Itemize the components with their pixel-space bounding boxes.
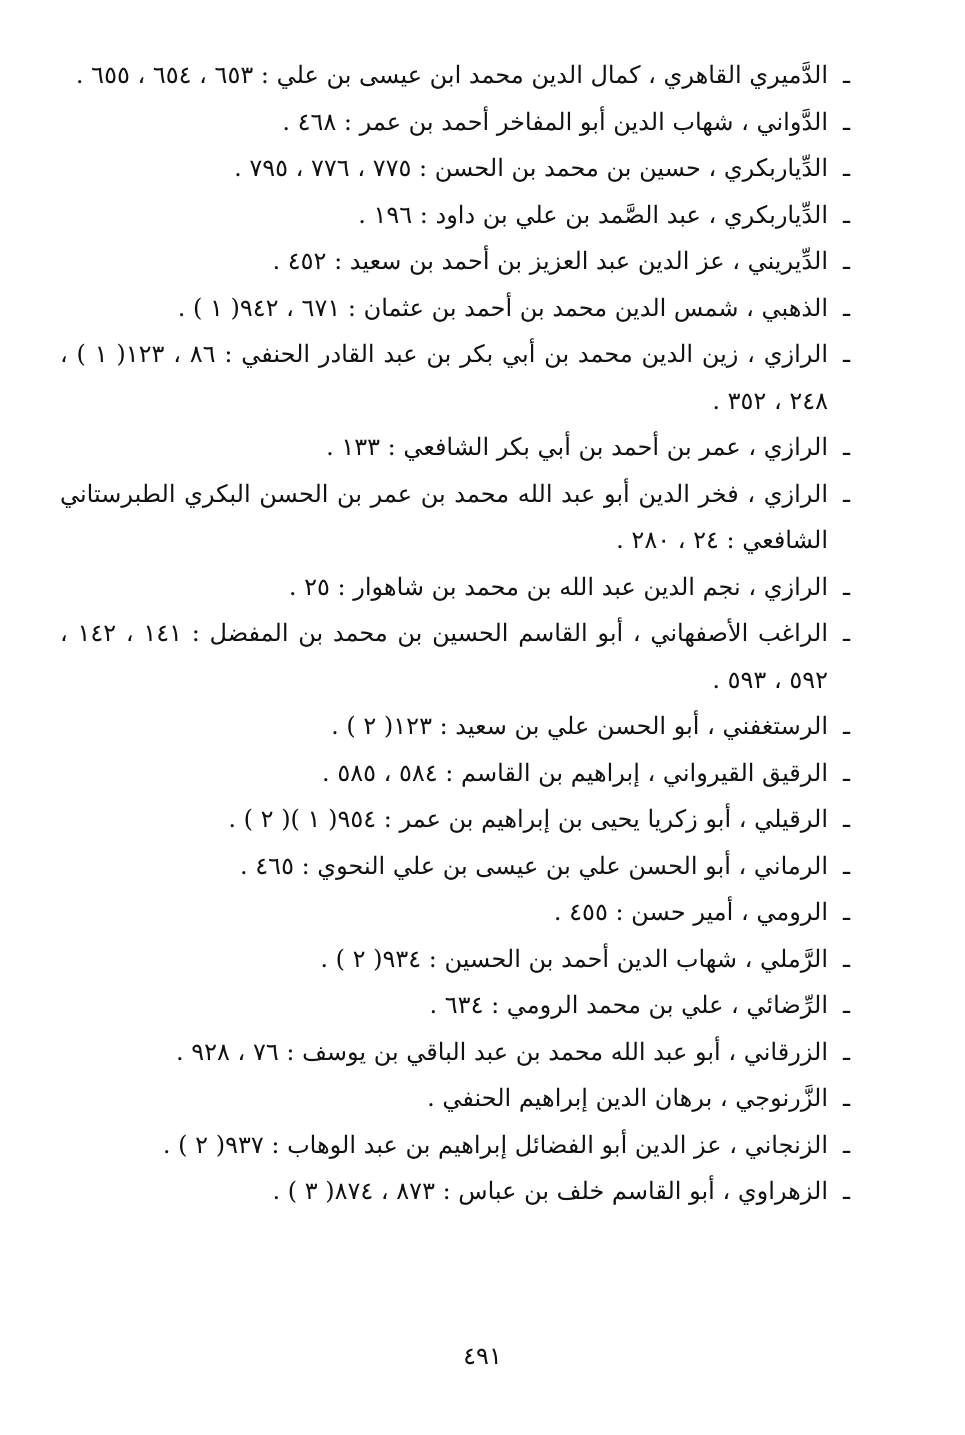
entry-text: الرستغفني ، أبو الحسن علي بن سعيد : ١٢٣( ٢ ) . (331, 712, 828, 740)
index-entry (60, 1029, 850, 1076)
entry-text: الرازي ، زين الدين محمد بن أبي بكر بن عبد القادر الحنفي : ٨٦ ، ١٢٣( ١ ) ، ٢٤٨ ، ٣٥٢ . (60, 340, 828, 415)
entry-text: الرومي ، أمير حسن : ٤٥٥ . (553, 898, 828, 926)
entry-dash: ـ (842, 61, 850, 89)
index-entries (60, 52, 850, 1215)
index-entry (60, 52, 850, 99)
entry-text: الدَّميري القاهري ، كمال الدين محمد ابن عيسى بن علي : ٦٥٣ ، ٦٥٤ ، ٦٥٥ . (75, 61, 828, 89)
index-entry (60, 145, 850, 192)
entry-text: الرِّضائي ، علي بن محمد الرومي : ٦٣٤ . (429, 991, 828, 1019)
entry-dash: ـ (842, 944, 850, 973)
entry-text: الدَّواني ، شهاب الدين أبو المفاخر أحمد بن عمر : ٤٦٨ . (282, 107, 828, 136)
index-entry (60, 889, 850, 936)
index-entry (60, 1122, 850, 1169)
entry-dash: ـ (842, 1037, 850, 1066)
entry-text: الرماني ، أبو الحسن علي بن عيسى بن علي النحوي : ٤٦٥ . (240, 851, 828, 880)
entry-text: الدِّياربكري ، حسين بن محمد بن الحسن : ٧٧٥ ، ٧٧٦ ، ٧٩٥ . (234, 154, 828, 182)
index-entry (60, 331, 850, 424)
entry-dash: ـ (842, 572, 850, 601)
entry-text: الزَّرنوجي ، برهان الدين إبراهيم الحنفي . (427, 1084, 828, 1112)
entry-text: الرقيق القيرواني ، إبراهيم بن القاسم : ٥٨٤ ، ٥٨٥ . (322, 758, 828, 787)
entry-text: الرازي ، عمر بن أحمد بن أبي بكر الشافعي : ١٣٣ . (326, 433, 828, 461)
entry-text: الرقيلي ، أبو زكريا يحيى بن إبراهيم بن عمر : ٩٥٤( ١ )( ٢ ) . (228, 805, 828, 833)
entry-dash: ـ (842, 805, 850, 833)
entry-text: الدِّياربكري ، عبد الصَّمد بن علي بن داود : ١٩٦ . (358, 200, 828, 229)
entry-dash: ـ (842, 107, 850, 136)
index-entry (60, 750, 850, 797)
entry-dash: ـ (842, 293, 850, 322)
index-entry (60, 796, 850, 843)
index-entry (60, 1168, 850, 1215)
entry-text: الذهبي ، شمس الدين محمد بن أحمد بن عثمان : ٦٧١ ، ٩٤٢( ١ ) . (177, 293, 828, 322)
index-entry (60, 1075, 850, 1122)
entry-dash: ـ (842, 1130, 850, 1159)
page-number: ٤٩١ (463, 1342, 502, 1370)
entry-dash: ـ (842, 898, 850, 926)
entry-text: الدِّيريني ، عز الدين عبد العزيز بن أحمد بن سعيد : ٤٥٢ . (272, 247, 828, 275)
index-entry (60, 424, 850, 471)
entry-dash: ـ (842, 991, 850, 1019)
entry-text: الرَّملي ، شهاب الدين أحمد بن الحسين : ٩٣٤( ٢ ) . (320, 944, 828, 973)
entry-text: الرازي ، فخر الدين أبو عبد الله محمد بن عمر بن الحسن البكري الطبرستاني الشافعي : ٢٤ ، ٢٨٠ . (60, 479, 828, 554)
index-entry (60, 192, 850, 239)
index-entry (60, 703, 850, 750)
entry-dash: ـ (842, 154, 850, 182)
index-entry (60, 610, 850, 703)
entry-text: الزرقاني ، أبو عبد الله محمد بن عبد الباقي بن يوسف : ٧٦ ، ٩٢٨ . (175, 1037, 828, 1066)
entry-dash: ـ (842, 247, 850, 275)
entry-dash: ـ (842, 433, 850, 461)
index-entry (60, 99, 850, 146)
index-entry (60, 982, 850, 1029)
entry-dash: ـ (842, 851, 850, 880)
index-entry (60, 285, 850, 332)
index-entry (60, 471, 850, 564)
entry-dash: ـ (842, 1084, 850, 1112)
index-entry (60, 843, 850, 890)
index-entry (60, 564, 850, 611)
entry-dash: ـ (842, 1177, 850, 1205)
entry-text: الرازي ، نجم الدين عبد الله بن محمد بن شاهوار : ٢٥ . (288, 572, 828, 601)
index-entry (60, 238, 850, 285)
entry-dash: ـ (842, 200, 850, 229)
entry-dash: ـ (842, 758, 850, 787)
entry-text: الزنجاني ، عز الدين أبو الفضائل إبراهيم بن عبد الوهاب : ٩٣٧( ٢ ) . (162, 1130, 828, 1159)
entry-dash: ـ (842, 479, 850, 508)
entry-text: الراغب الأصفهاني ، أبو القاسم الحسين بن محمد بن المفضل : ١٤١ ، ١٤٢ ، ٥٩٢ ، ٥٩٣ . (60, 619, 828, 694)
index-entry (60, 936, 850, 983)
entry-dash: ـ (842, 712, 850, 740)
entry-dash: ـ (842, 340, 850, 368)
entry-dash: ـ (842, 619, 850, 647)
entry-text: الزهراوي ، أبو القاسم خلف بن عباس : ٨٧٣ ، ٨٧٤( ٣ ) . (272, 1177, 828, 1205)
